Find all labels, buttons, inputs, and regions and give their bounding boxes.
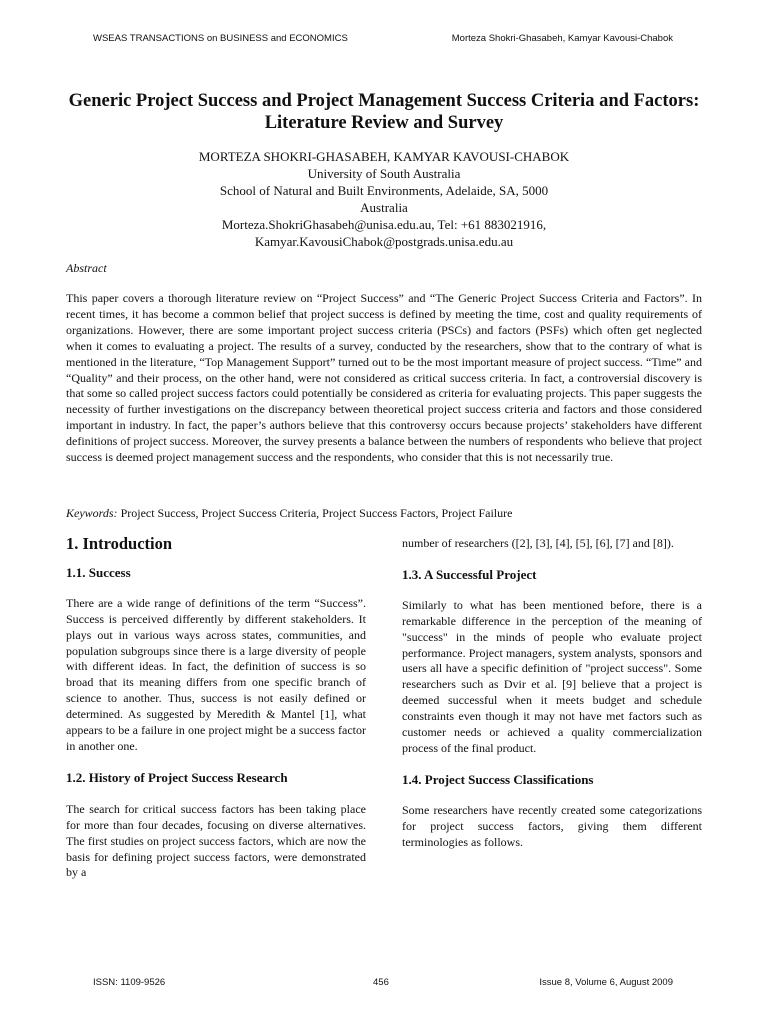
paragraph-successful-project: Similarly to what has been mentioned before, there is a remarkable difference in the perception of the meaning of "success" in the minds of people who evaluate project performance. Project managers, system analysts, sponsors and users all have a specific definition of "project success". Some researchers such as Dvir et al. [9] believe that a project is deemed successful when it meets budget and schedule constraints even though it may not have met factors such as customer needs or achieved a quality commercialization process of the final product. — [402, 597, 702, 755]
paragraph-continued: number of researchers ([2], [3], [4], [5], [6], [7] and [8]). — [402, 536, 674, 550]
section-heading-history: 1.2. History of Project Success Research — [66, 769, 288, 785]
keywords-line — [66, 506, 512, 521]
right-column — [402, 536, 702, 851]
section-heading-classifications: 1.4. Project Success Classifications — [402, 771, 594, 787]
abstract-label: Abstract — [66, 261, 107, 275]
section-heading-success: 1.1. Success — [66, 564, 131, 580]
footer-issue: Issue 8, Volume 6, August 2009 — [539, 977, 673, 988]
paragraph-history: The search for critical success factors has been taking place for more than four decades, focusing on diverse alternatives. The first studies on project success factors, which are now the basis for defining project success factors, were demonstrated by a — [66, 801, 366, 880]
paragraph-classifications: Some researchers have recently created some categorizations for project success factors, giving them different terminologies as follows. — [402, 802, 702, 849]
keywords-text: Project Success, Project Success Criteria, Project Success Factors, Project Failure — [120, 506, 513, 520]
section-heading-introduction: 1. Introduction — [66, 534, 173, 553]
abstract-text: This paper covers a thorough literature review on “Project Success” and “The Generic Project Success Criteria and Factors”. In recent times, it has become a common belief that project success is defined by meeting the time, cost and quality requirements of organizations. However, there are some important project success criteria (PSCs) and factors (PSFs) which often get neglected when it comes to evaluating a project. The results of a survey, conducted by the researchers, show that to the contrary of what is mentioned in the literature, “Top Management Support” turned out to be the most important measure of project success. “Time” and “Quality” and their process, on the other hand, were not considered as critical success criteria. In fact, a controversial discovery is that some so called project success factors could potentially be considered as criteria for evaluating projects. This paper suggests the necessity of further investigations on the discrepancy between theoretical project success criteria and factors and those considered important in industry. In fact, the paper’s authors believe that this controversy occurs because projects’ stakeholders have different definitions of project success. Moreover, the survey presents a balance between the numbers of respondents who believe that project success is deemed project management success and the respondents, who consider that this is not necessarily true. — [66, 291, 702, 465]
left-column — [66, 536, 366, 881]
paper-title: Generic Project Success and Project Management Success Criteria and Factors: Literature Review and Survey — [68, 91, 700, 133]
author-block — [40, 148, 728, 250]
running-header-authors: Morteza Shokri-Ghasabeh, Kamyar Kavousi-Chabok — [451, 33, 673, 44]
author-school: School of Natural and Built Environments, Adelaide, SA, 5000 — [219, 183, 549, 198]
author-country: Australia — [360, 200, 408, 215]
paragraph-success: There are a wide range of definitions of the term “Success”. Success is perceived differently by different stakeholders. It plays out in various ways across states, communities, and population subgroups since there is a large diversity of people with different ideas. In fact, the definition of success is so broad that its meaning differs from one specific branch of science to another. Thus, success is not easily defined or determined. As suggested by Meredith & Mantel [1], what appears to be a failure in one project might be a success factor in another one. — [66, 595, 366, 753]
author-university: University of South Australia — [307, 166, 461, 181]
keywords-label: Keywords: — [66, 506, 118, 520]
footer-issn: ISSN: 1109-9526 — [93, 977, 166, 988]
author-contact-2: Kamyar.KavousiChabok@postgrads.unisa.edu.au — [254, 234, 514, 249]
running-header-journal: WSEAS TRANSACTIONS on BUSINESS and ECONOMICS — [93, 33, 348, 44]
author-names: MORTEZA SHOKRI-GHASABEH, KAMYAR KAVOUSI-CHABOK — [198, 149, 570, 164]
section-heading-successful-project: 1.3. A Successful Project — [402, 566, 537, 582]
author-contact-1: Morteza.ShokriGhasabeh@unisa.edu.au, Tel: +61 883021916, — [221, 217, 547, 232]
footer-page-number: 456 — [373, 977, 389, 988]
